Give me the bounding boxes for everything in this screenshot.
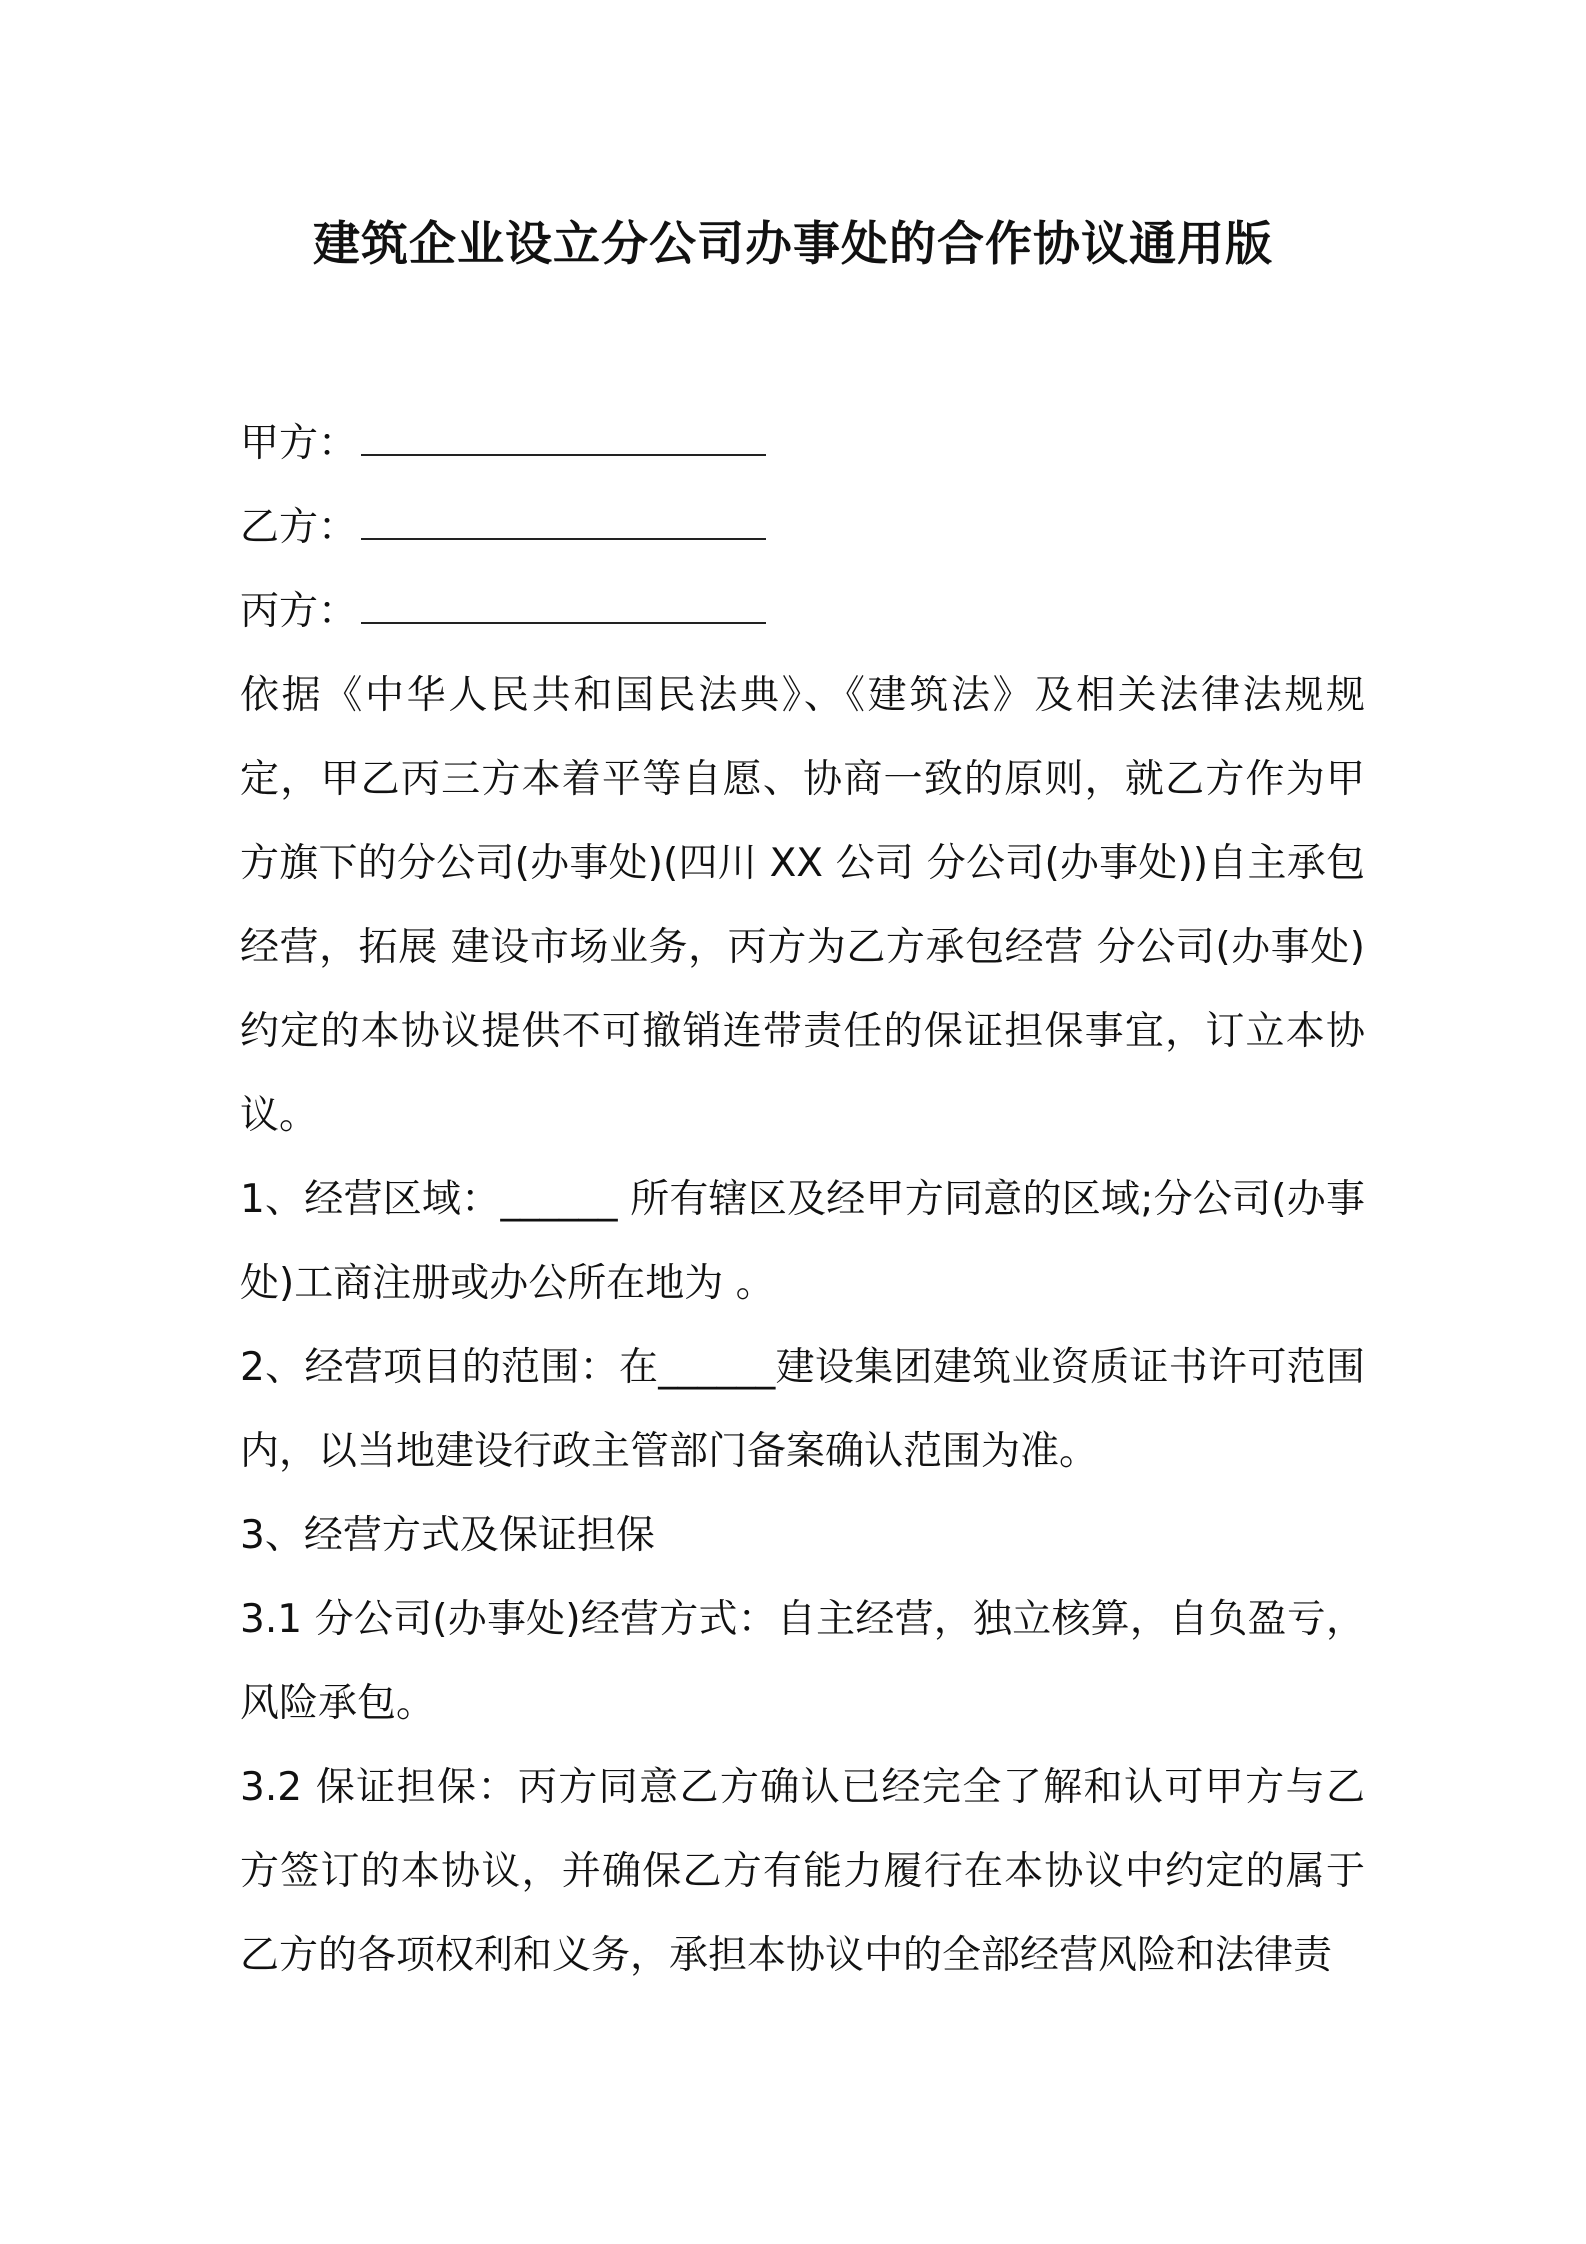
clause-3-2-paragraph: 3.2 保证担保：丙方同意乙方确认已经完全了解和认可甲方与乙方签订的本协议，并确保乙方有能力履行在本协议中约定的属于乙方的各项权利和义务，承担本协议中的全部经营风险和法律责 bbox=[240, 1765, 1365, 1978]
party-c-label: 丙方： bbox=[240, 589, 358, 634]
party-c-line bbox=[240, 570, 1365, 654]
party-b-blank bbox=[361, 498, 766, 540]
document-body bbox=[240, 402, 1365, 1998]
document-title: 建筑企业设立分公司办事处的合作协议通用版 bbox=[313, 217, 1273, 272]
party-b-label: 乙方： bbox=[240, 505, 358, 550]
clause-3-heading: 3、经营方式及保证担保 bbox=[240, 1513, 655, 1558]
party-b-line bbox=[240, 486, 1365, 570]
party-a-line bbox=[240, 402, 1365, 486]
clause-1-paragraph: 1、经营区域：______ 所有辖区及经甲方同意的区域;分公司(办事处)工商注册或办公所在地为 。 bbox=[240, 1177, 1365, 1306]
clause-3-1-paragraph: 3.1 分公司(办事处)经营方式：自主经营，独立核算，自负盈亏，风险承包。 bbox=[240, 1597, 1365, 1726]
clause-2-paragraph: 2、经营项目的范围：在______建设集团建筑业资质证书许可范围内，以当地建设行政主管部门备案确认范围为准。 bbox=[240, 1345, 1365, 1474]
preamble-paragraph: 依据《中华人民共和国民法典》、《建筑法》及相关法律法规规定，甲乙丙三方本着平等自愿、协商一致的原则，就乙方作为甲方旗下的分公司(办事处)(四川 XX 公司 分公司(办事处))自主承包经营，拓展 建设市场业务，丙方为乙方承包经营 分公司(办事处)约定的本协议提供不可撤销连带责任的保证担保事宜，订立本协议。 bbox=[240, 673, 1365, 1138]
party-a-blank bbox=[361, 414, 766, 456]
party-a-label: 甲方： bbox=[240, 421, 358, 466]
party-c-blank bbox=[361, 582, 766, 624]
